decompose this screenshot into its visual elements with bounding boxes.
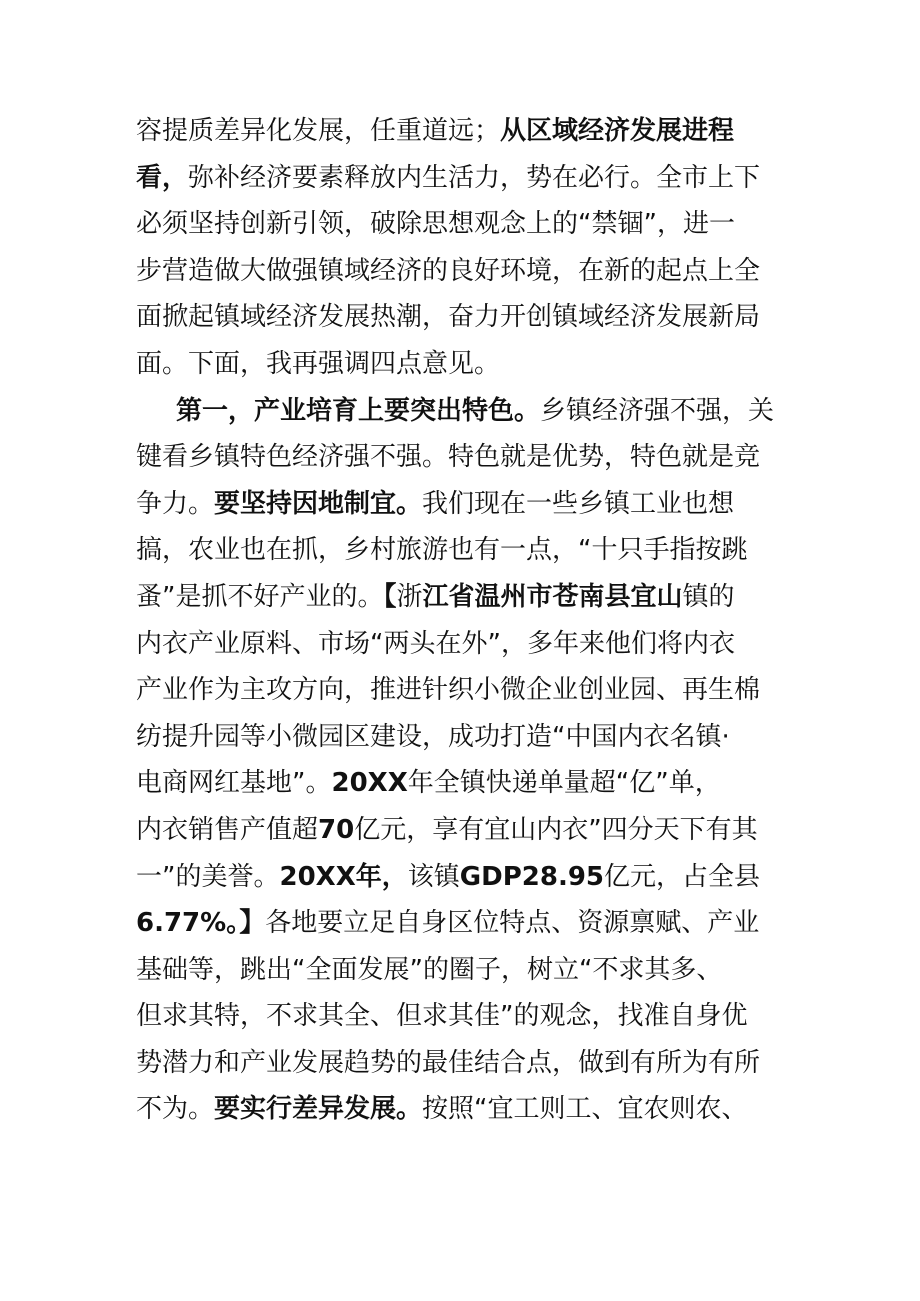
text-line — [136, 294, 788, 341]
text-segment: 产业作为主攻方向，推进针织小微企业创业园、再生棉 — [136, 675, 761, 706]
text-line — [136, 667, 788, 714]
text-line — [136, 155, 788, 202]
text-line — [136, 854, 788, 901]
bold-text-segment: 从区域经济发展进程 — [500, 116, 735, 146]
text-line — [136, 574, 788, 621]
text-line — [136, 993, 788, 1040]
text-segment: 内衣销售产值超 — [136, 814, 319, 845]
text-segment: 不为。 — [136, 1094, 215, 1125]
text-line — [136, 621, 788, 668]
text-segment: 容提质差异化发展，任重道远； — [136, 116, 501, 146]
text-line — [136, 1086, 788, 1133]
text-line — [136, 201, 788, 248]
text-line — [136, 388, 788, 435]
bold-text-segment: 江省温州市苍南县宜山 — [422, 581, 683, 612]
text-segment: 各地要立足自身区位特点、资源禀赋、产业 — [265, 908, 760, 939]
text-line — [136, 108, 788, 155]
bold-text-segment: 看， — [136, 162, 189, 193]
text-line — [136, 248, 788, 295]
text-segment: 步营造做大做强镇域经济的良好环境，在新的起点上全 — [136, 255, 761, 286]
text-segment: 面掀起镇域经济发展热潮，奋力开创镇域经济发展新局 — [136, 302, 761, 333]
text-segment: 弥补经济要素释放内生活力，势在必行。全市上下 — [188, 162, 761, 193]
text-line — [136, 714, 788, 761]
text-line — [136, 947, 788, 994]
text-segment: 亿元，享有宜山内衣”四分天下有其 — [354, 814, 758, 845]
text-segment: 争力。 — [136, 488, 215, 519]
text-segment: 亿元，占全县 — [604, 861, 761, 892]
text-segment: 基础等，跳出“全面发展”的圈子，树立“不求其多、 — [136, 954, 723, 985]
text-segment: 必须坚持创新引领，破除思想观念上的“禁锢”，进一 — [136, 209, 735, 240]
text-line — [136, 341, 788, 388]
text-segment: 我们现在一些乡镇工业也想 — [422, 488, 735, 519]
bold-text-segment: 第一，产业培育上要突出特色。 — [176, 395, 541, 426]
text-segment: 搞，农业也在抓，乡村旅游也有一点，“十只手指按跳 — [136, 535, 748, 566]
text-line — [136, 527, 788, 574]
bold-text-segment: 20XX — [331, 768, 408, 799]
text-segment: 电商网红基地”。 — [136, 768, 332, 799]
text-segment: 键看乡镇特色经济强不强。特色就是优势，特色就是竞 — [136, 442, 761, 473]
bold-text-segment: 6.77%。】 — [136, 908, 266, 939]
text-segment: 乡镇经济强不强，关 — [540, 395, 775, 426]
text-line — [136, 434, 788, 481]
text-line — [136, 481, 788, 528]
bold-text-segment: GDP28.95 — [459, 861, 604, 892]
text-segment: 内衣产业原料、市场“两头在外”，多年来他们将内衣 — [136, 628, 735, 659]
bold-text-segment: 【 — [383, 581, 397, 612]
bold-text-segment: 要实行差异发展。 — [214, 1094, 423, 1125]
text-line — [136, 900, 788, 947]
text-segment: 年全镇快递单量超“亿”单， — [407, 768, 721, 799]
text-segment: 按照“宜工则工、宜农则农、 — [422, 1094, 748, 1125]
text-segment: 镇的 — [682, 581, 735, 612]
bold-text-segment: 20XX年， — [279, 861, 408, 892]
text-segment: 该镇 — [407, 861, 460, 892]
text-segment: 势潜力和产业发展趋势的最佳结合点，做到有所为有所 — [136, 1047, 761, 1078]
text-segment: 纺提升园等小微园区建设，成功打造“中国内衣名镇· — [136, 721, 730, 752]
text-line — [136, 760, 788, 807]
bold-text-segment: 要坚持因地制宜。 — [214, 488, 423, 519]
text-line — [136, 1040, 788, 1087]
text-segment: 一”的美誉。 — [136, 861, 280, 892]
text-segment: 蚤”是抓不好产业的。 — [136, 581, 384, 612]
body-text — [136, 108, 788, 1133]
text-segment: 但求其特，不求其全、但求其佳”的观念，找准自身优 — [136, 1001, 748, 1032]
text-segment: 面。下面，我再强调四点意见。 — [136, 348, 501, 379]
text-segment: 浙 — [396, 581, 423, 612]
text-line — [136, 807, 788, 854]
bold-text-segment: 70 — [318, 814, 355, 845]
